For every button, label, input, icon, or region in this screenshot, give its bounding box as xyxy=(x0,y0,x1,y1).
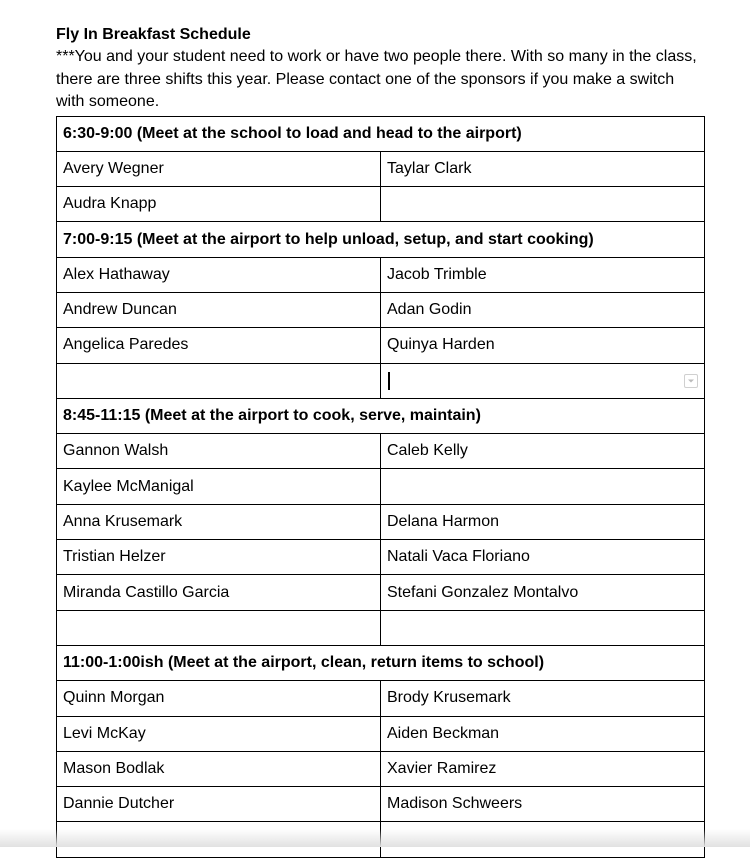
name-cell[interactable] xyxy=(381,822,705,857)
name-cell[interactable]: Delana Harmon xyxy=(381,504,705,539)
document-intro: ***You and your student need to work or have two people there. With so many in the class, there are three shifts this year. Please contact one of the sponsors if you make a switch with someone. xyxy=(56,48,697,110)
name-cell[interactable]: Angelica Paredes xyxy=(57,328,381,363)
name-cell[interactable]: Stefani Gonzalez Montalvo xyxy=(381,575,705,610)
name-cell[interactable] xyxy=(57,610,381,645)
name-cell[interactable]: Gannon Walsh xyxy=(57,434,381,469)
table-row xyxy=(57,716,705,751)
name-cell[interactable]: Mason Bodlak xyxy=(57,751,381,786)
table-row xyxy=(57,187,705,222)
table-row xyxy=(57,151,705,186)
name-cell[interactable]: Miranda Castillo Garcia xyxy=(57,575,381,610)
document xyxy=(56,24,704,858)
shift-header-row xyxy=(57,398,705,433)
table-row xyxy=(57,292,705,327)
name-cell[interactable]: Andrew Duncan xyxy=(57,292,381,327)
table-row xyxy=(57,575,705,610)
name-cell[interactable]: Caleb Kelly xyxy=(381,434,705,469)
name-cell[interactable]: Madison Schweers xyxy=(381,787,705,822)
name-cell[interactable]: Audra Knapp xyxy=(57,187,381,222)
table-row xyxy=(57,434,705,469)
name-cell[interactable]: Levi McKay xyxy=(57,716,381,751)
name-cell[interactable]: Jacob Trimble xyxy=(381,257,705,292)
shift-header-row xyxy=(57,116,705,151)
document-title: Fly In Breakfast Schedule xyxy=(56,26,251,43)
name-cell[interactable]: Avery Wegner xyxy=(57,151,381,186)
name-cell[interactable]: Anna Krusemark xyxy=(57,504,381,539)
table-row xyxy=(57,751,705,786)
name-cell[interactable] xyxy=(381,469,705,504)
name-cell[interactable]: Tristian Helzer xyxy=(57,540,381,575)
name-cell[interactable]: Aiden Beckman xyxy=(381,716,705,751)
table-row xyxy=(57,681,705,716)
name-cell[interactable]: Adan Godin xyxy=(381,292,705,327)
name-cell[interactable]: Taylar Clark xyxy=(381,151,705,186)
schedule-table xyxy=(56,116,705,858)
name-cell[interactable]: Xavier Ramirez xyxy=(381,751,705,786)
table-row xyxy=(57,328,705,363)
name-cell[interactable]: Kaylee McManigal xyxy=(57,469,381,504)
shift-header[interactable]: 6:30-9:00 (Meet at the school to load and head to the airport) xyxy=(57,116,705,151)
name-cell[interactable]: Dannie Dutcher xyxy=(57,787,381,822)
shift-header[interactable]: 7:00-9:15 (Meet at the airport to help unload, setup, and start cooking) xyxy=(57,222,705,257)
table-row xyxy=(57,504,705,539)
shift-header-row xyxy=(57,645,705,680)
name-cell[interactable] xyxy=(57,822,381,857)
table-row xyxy=(57,363,705,398)
name-cell[interactable] xyxy=(381,187,705,222)
shift-header[interactable]: 8:45-11:15 (Meet at the airport to cook, serve, maintain) xyxy=(57,398,705,433)
name-cell[interactable] xyxy=(381,610,705,645)
table-row xyxy=(57,540,705,575)
name-cell[interactable]: Natali Vaca Floriano xyxy=(381,540,705,575)
name-cell[interactable] xyxy=(57,363,381,398)
table-row xyxy=(57,610,705,645)
cell-dropdown-icon[interactable] xyxy=(684,374,698,388)
shift-header-row xyxy=(57,222,705,257)
table-row xyxy=(57,822,705,857)
name-cell[interactable]: Quinya Harden xyxy=(381,328,705,363)
name-cell[interactable]: Quinn Morgan xyxy=(57,681,381,716)
active-name-cell[interactable] xyxy=(381,363,705,398)
name-cell[interactable]: Alex Hathaway xyxy=(57,257,381,292)
text-cursor xyxy=(388,372,390,390)
table-row xyxy=(57,257,705,292)
shift-header[interactable]: 11:00-1:00ish (Meet at the airport, clean, return items to school) xyxy=(57,645,705,680)
name-cell[interactable]: Brody Krusemark xyxy=(381,681,705,716)
table-row xyxy=(57,469,705,504)
table-row xyxy=(57,787,705,822)
